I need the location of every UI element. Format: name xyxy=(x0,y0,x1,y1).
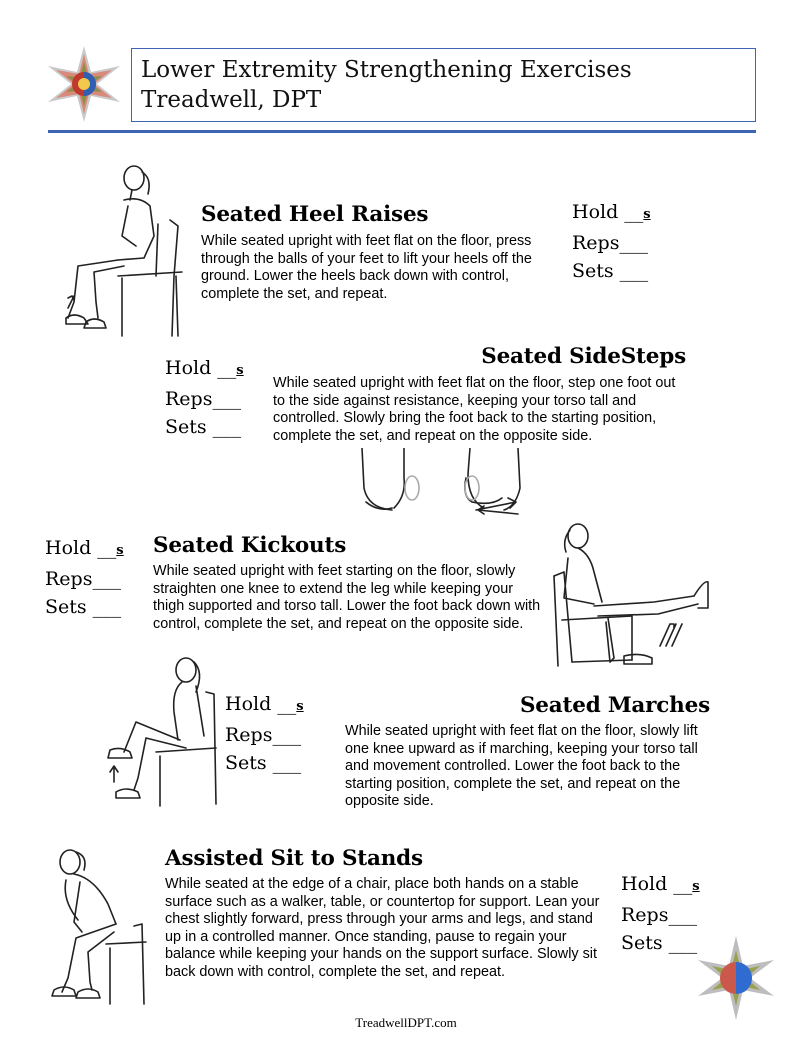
header-divider xyxy=(48,130,756,133)
sets-field[interactable]: Sets ___ xyxy=(45,596,122,618)
sets-field[interactable]: Sets ___ xyxy=(621,932,698,954)
document-author: Treadwell, DPT xyxy=(141,87,322,113)
sets-field[interactable]: Sets ___ xyxy=(165,416,242,438)
seated-march-figure-icon xyxy=(96,652,224,810)
exercise-title: Seated Heel Raises xyxy=(201,202,429,227)
prescription-fields xyxy=(572,198,651,285)
document-title: Lower Extremity Strengthening Exercises xyxy=(141,57,632,83)
exercise-description: While seated at the edge of a chair, place both hands on a stable surface such as a walker, table, or countertop for support. Lean your chest slightly forward, press through your arms and legs, and stand up in a controlled manner. Once standing, pause to regain your balance while keeping your hands on the support surface. Slowly sit back down with control, complete the set, and repeat. xyxy=(165,876,600,980)
seated-heel-raise-figure-icon xyxy=(58,158,190,340)
brand-star-logo-icon xyxy=(44,44,124,124)
reps-field[interactable]: Reps___ xyxy=(45,568,121,590)
exercise-title: Seated Kickouts xyxy=(153,533,347,558)
exercise-title: Seated Marches xyxy=(519,693,710,718)
footer-website: TreadwellDPT.com xyxy=(355,1015,457,1030)
hold-field[interactable]: Hold __s xyxy=(572,201,651,223)
exercise-description: While seated upright with feet flat on the floor, step one foot out to the side against resistance, keeping your torso tall and controlled. Slowly bring the foot back to the starting position, complete the set, and repeat on the opposite side. xyxy=(273,375,676,444)
reps-field[interactable]: Reps___ xyxy=(621,904,697,926)
hold-field[interactable]: Hold __s xyxy=(165,357,244,379)
hold-field[interactable]: Hold __s xyxy=(621,873,700,895)
hold-field[interactable]: Hold __s xyxy=(45,537,124,559)
prescription-fields xyxy=(225,690,304,777)
reps-field[interactable]: Reps___ xyxy=(225,724,301,746)
exercise-title: Seated SideSteps xyxy=(481,344,686,369)
exercise-description: While seated upright with feet flat on the floor, slowly lift one knee upward as if marching, keeping your torso tall and movement controlled. Lower the foot back to the starting position, complete the set, and repeat on the opposite side. xyxy=(345,723,698,809)
exercise-title: Assisted Sit to Stands xyxy=(165,846,423,871)
sets-field[interactable]: Sets ___ xyxy=(572,260,649,282)
seated-sidestep-feet-icon xyxy=(352,448,534,528)
sit-to-stand-figure-icon xyxy=(40,840,156,1008)
prescription-fields xyxy=(621,870,700,957)
reps-field[interactable]: Reps___ xyxy=(572,232,648,254)
prescription-fields xyxy=(165,354,244,441)
exercise-description: While seated upright with feet starting on the floor, slowly straighten one knee to extend the leg while keeping your thigh supported and torso tall. Lower the foot back down with control, complete the set, and repeat on the opposite side. xyxy=(153,563,541,632)
document-title-box xyxy=(131,48,756,122)
exercise-description: While seated upright with feet flat on the floor, press through the balls of your feet to lift your heels off the ground. Lower the heels back down with control, complete the set, and repeat. xyxy=(201,233,532,302)
prescription-fields xyxy=(45,534,124,621)
corner-star-emblem-icon xyxy=(694,936,778,1020)
hold-field[interactable]: Hold __s xyxy=(225,693,304,715)
seated-kickout-figure-icon xyxy=(548,516,718,672)
reps-field[interactable]: Reps___ xyxy=(165,388,241,410)
sets-field[interactable]: Sets ___ xyxy=(225,752,302,774)
